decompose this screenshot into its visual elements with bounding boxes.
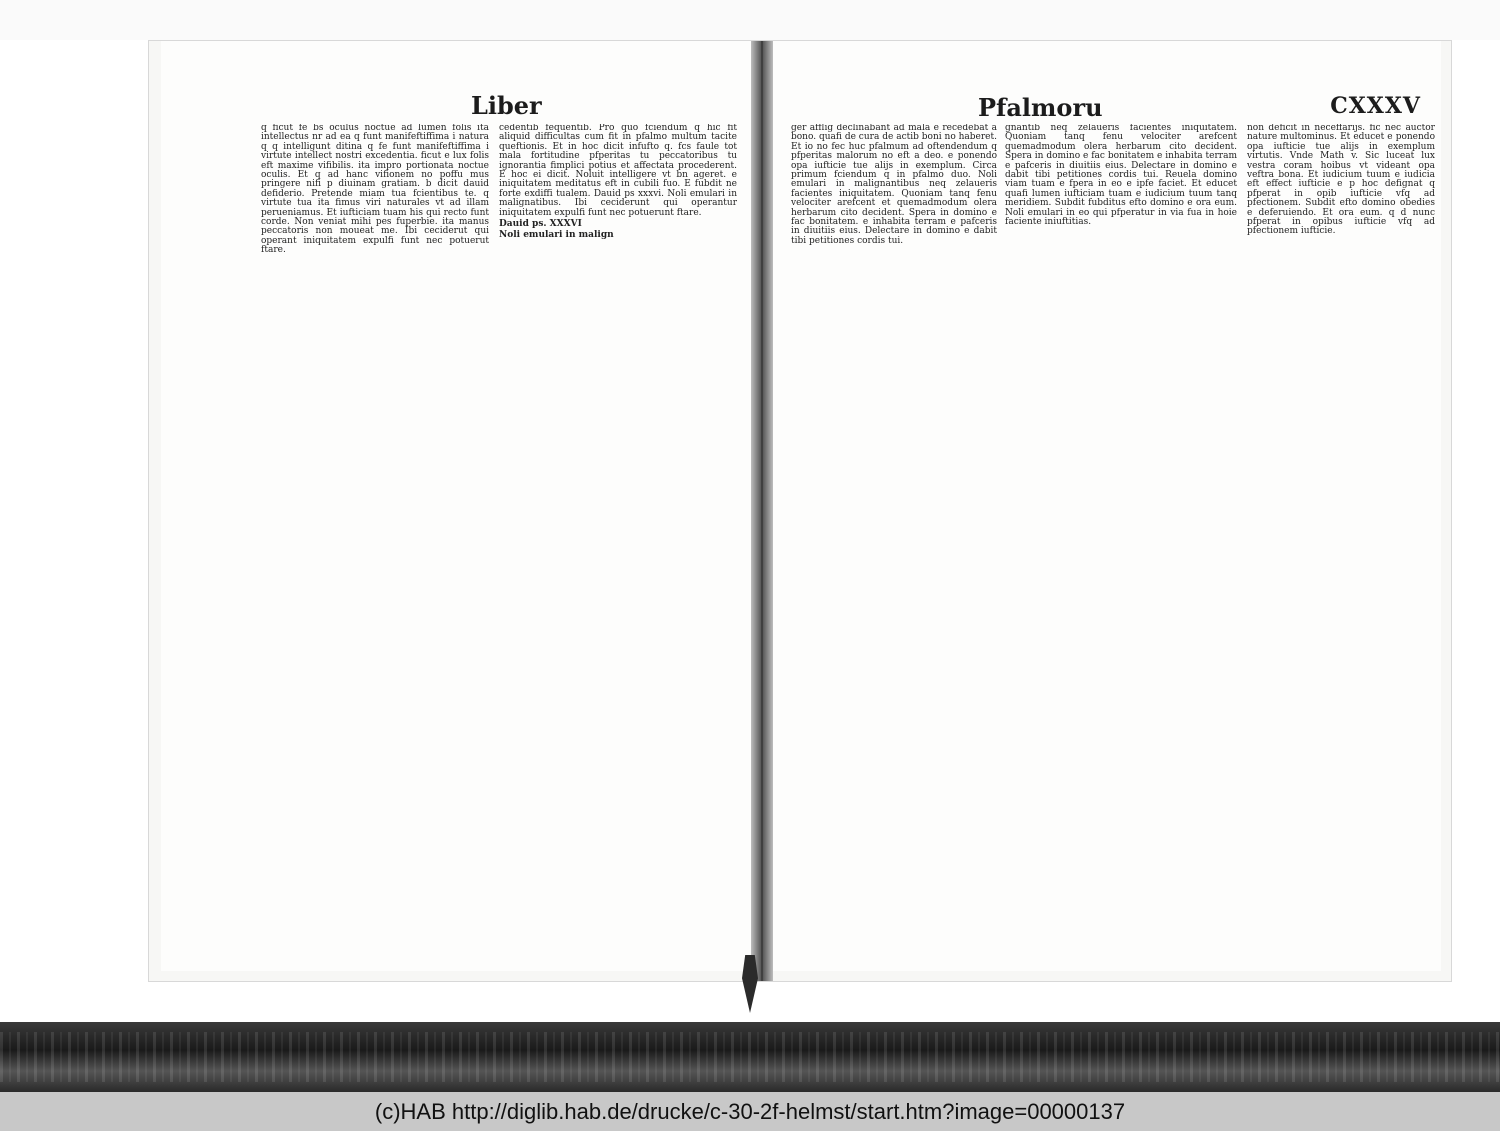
left-column-1-text: q ficut fe bs oculus noctue ad lumen folis ita intellectus nr ad ea q funt manifeftiffima i natura q q intelligunt ditina q fe funt manifeftiffima i virtute intellect nostri excedentia. ficut e lux folis eft maxime vifibilis. ita impro portionata noctue oculis. Et q ad hanc vifionem no poffu mus pringere nifi p diuinam gratiam. b dicit dauid defiderio. Pretende miam tua fcientibus te. q virtute tua ita fimus viri naturales vt ad illam perueniamus. Et iufticiam tuam his qui recto funt corde. Non veniat mihi pes fuperbie. ita manus peccatoris non moueat me. Ibi ceciderut qui operant iniquitatem expulfi funt nec potuerut ftare. — [261, 124, 489, 256]
book-gutter — [751, 41, 773, 981]
left-column-1 — [261, 124, 489, 864]
right-column-2-text: gnantib neq zelaueris facientes iniquitatem. Quoniam tanq fenu velociter arefcent quemadmodum olera herbarum cito decident. Spera in domino e fac bonitatem e inhabita terram e pafceris in diuitiis eius. Delectare in domino e dabit tibi petitiones cordis tui. Reuela domino viam tuam e fpera in eo e ipfe faciet. Et educet quafi lumen iufticiam tuam e iudicium tuum tanq meridiem. Subdit fubditus efto domino e ora eum. Noli emulari in eo qui pfperatur in via fua in hoie faciente iniuftitias. — [1005, 124, 1237, 228]
copyright-band — [0, 1092, 1500, 1131]
right-running-header: Pfalmoru — [978, 93, 1103, 122]
copyright-text: (c)HAB http://diglib.hab.de/drucke/c-30-2f-helmst/start.htm?image=00000137 — [374, 1098, 1126, 1124]
right-column-2 — [1005, 124, 1237, 864]
left-column-2 — [499, 124, 737, 864]
right-column-3-text: non deficit in neceffarijs. fic nec auctor nature multominus. Et educet e ponendo opa iufticie tue alijs in exemplum virtutis. Vnde Math v. Sic luceat lux vestra coram hoibus vt videant opa veftra bona. Et iudicium tuum e iudicia eft effect iufticie e p hoc defignat q pfperat in opib iufticie vfq ad pfectionem. Subdit efto domino obedies e deferuiendo. Et ora eum. q d nunc pfperat in opibus iufticie vfq ad pfectionem iufticie. — [1247, 124, 1435, 237]
right-column-3 — [1247, 124, 1435, 864]
left-running-header: Liber — [471, 91, 542, 120]
chapter-heading: Dauid ps. XXXVI — [499, 219, 582, 230]
chapter-incipit: Noli emulari in malign — [499, 230, 614, 241]
right-page — [773, 41, 1441, 971]
folio-number: CXXXV — [1330, 93, 1421, 119]
right-column-1-text: ger afflig declinabant ad mala e recedebat a bono. quafi de cura de actib boni no haberet. Et io no fec huc pfalmum ad oftendendum q pfperitas malorum no eft a deo. e ponendo opa iufticie tue alijs in exemplum. Circa primum fciendum q in pfalmo duo. Noli emulari in malignantibus neq zelaueris facientes iniquitatem. Quoniam tanq fenu velociter arefcent et quemadmodum olera herbarum cito decident. Spera in domino e fac bonitatem. e inhabita terram e pafceris in diuitiis eius. Delectare in domino e dabit tibi petitiones cordis tui. — [791, 124, 997, 246]
left-column-2-text: cedentib fequentib. Pro quo fciendum q hic fit aliquid difficultas cum fit in pfalmo multum tacite queftionis. Et in hoc dicit infufto q. fcs faule tot mala fortitudine pfperitas tu peccatoribus tu ignorantia fimplici potius et affectata procederent. E hoc ei dicit. Noluit intelligere vt bn ageret. e iniquitatem meditatus eft in cubili fuo. E fubdit ne forte exdiffi tualem. Dauid ps xxxvi. Noli emulari in malignatibus. Ibi ceciderunt qui operantur iniquitatem expulfi funt nec potuerunt ftare. — [499, 124, 737, 218]
left-page — [161, 41, 751, 971]
spine-marker — [742, 955, 758, 1013]
scan-top-margin — [0, 0, 1500, 40]
right-column-1 — [791, 124, 997, 864]
scanner-edge — [0, 1022, 1500, 1092]
book-spread — [148, 40, 1452, 982]
